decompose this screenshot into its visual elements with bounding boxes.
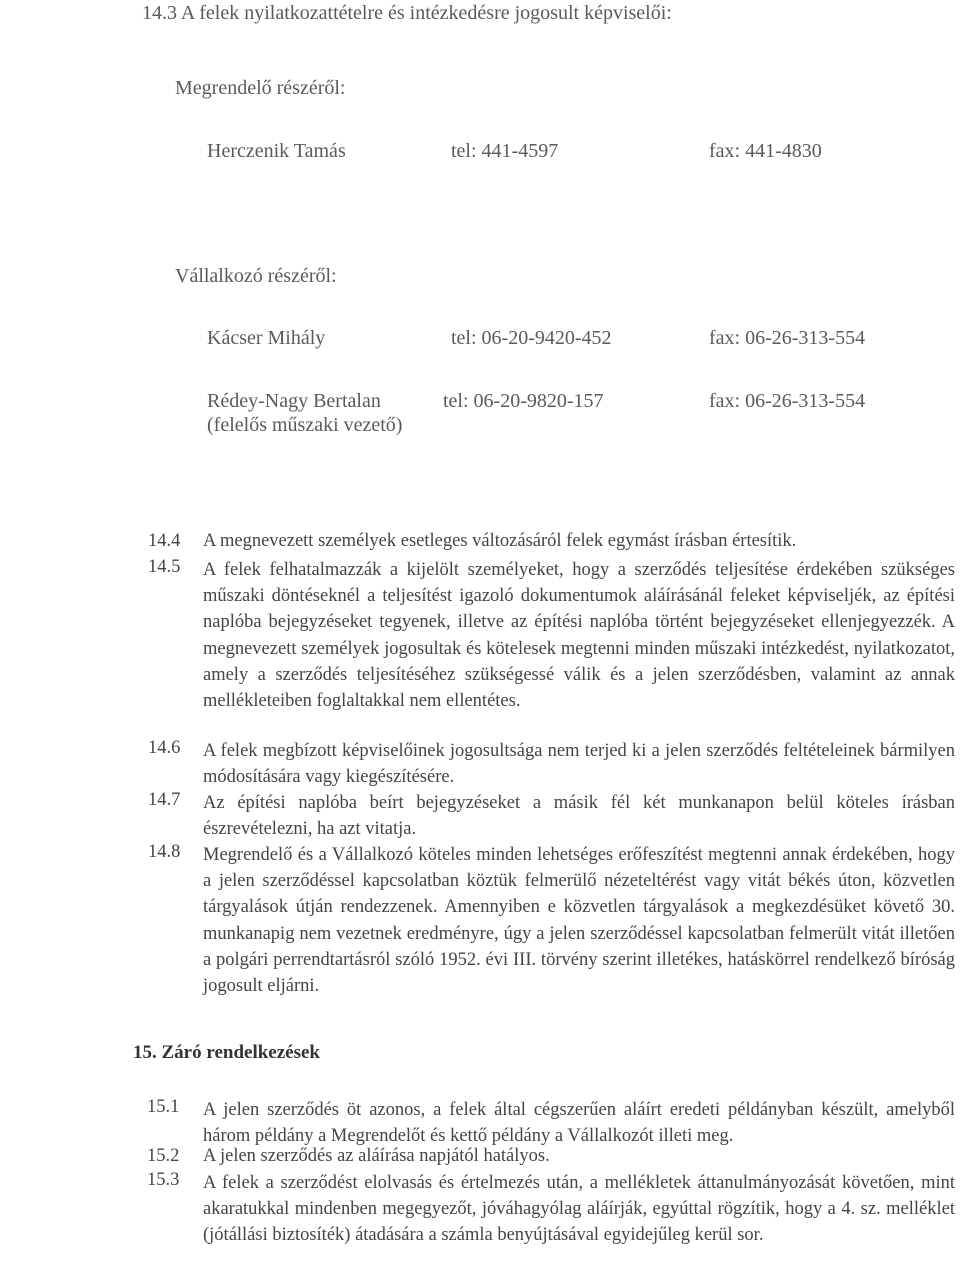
item-15-1-number: 15.1 (147, 1097, 180, 1117)
item-14-6-number: 14.6 (148, 738, 181, 758)
client-name: Herczenik Tamás (207, 140, 346, 162)
client-fax: fax: 441-4830 (709, 140, 822, 162)
item-15-3-text: A felek a szerződést elolvasás és értelmezés után, a mellékletek áttanulmányozását követően, mint akaratukkal mindenben megegyezőt, jóváhagyólag aláírják, egyúttal rögzítik, hogy a 4. sz. melléklet (jótállási biztosíték) átadására a számla benyújtásával egyidejűleg kerül sor. (203, 1173, 955, 1246)
section-14-3-heading: 14.3 A felek nyilatkozattételre és intézkedésre jogosult képviselői: (142, 2, 672, 24)
client-tel: tel: 441-4597 (451, 140, 559, 162)
item-14-4-number: 14.4 (148, 531, 181, 551)
item-15-2-text: A jelen szerződés az aláírása napjától hatályos. (203, 1146, 550, 1166)
contractor1-tel: tel: 06-20-9420-452 (451, 327, 612, 349)
contractor2-name: Rédey-Nagy Bertalan (207, 390, 381, 412)
item-14-5-number: 14.5 (148, 557, 181, 577)
item-14-8-number: 14.8 (148, 842, 181, 862)
item-14-6-text: A felek megbízott képviselőinek jogosultsága nem terjed ki a jelen szerződés feltételeinek bármilyen módosítására vagy kiegészítésére. (203, 741, 955, 788)
client-label: Megrendelő részéről: (175, 77, 346, 99)
item-14-7-text: Az építési naplóba beírt bejegyzéseket a másik fél két munkanapon belül köteles írásban észrevételezni, ha azt vitatja. (203, 793, 955, 840)
item-15-3-number: 15.3 (147, 1170, 180, 1190)
contractor1-fax: fax: 06-26-313-554 (709, 327, 866, 349)
contractor-label: Vállalkozó részéről: (175, 265, 337, 287)
contractor1-name: Kácser Mihály (207, 327, 326, 349)
section-15-heading: 15. Záró rendelkezések (133, 1042, 320, 1063)
item-14-7-number: 14.7 (148, 790, 181, 810)
item-15-1-text: A jelen szerződés öt azonos, a felek által cégszerűen aláírt eredeti példányban készült, amelyből három példány a Megrendelőt és kettő példány a Vállalkozót illeti meg. (203, 1100, 955, 1147)
item-14-4-text: A megnevezett személyek esetleges változásáról felek egymást írásban értesítik. (203, 531, 797, 551)
item-15-2-number: 15.2 (147, 1146, 180, 1166)
item-14-8-text: Megrendelő és a Vállalkozó köteles minden lehetséges erőfeszítést megtenni annak érdekében, hogy a jelen szerződéssel kapcsolatban köztük felmerülő nézeteltérést vagy vitát békés úton, közvetlen tárgyalások útján rendezzenek. Amennyiben e közvetlen tárgyalások a megkezdésüket követő 30. munkanapig nem vezetnek eredményre, úgy a jelen szerződéssel kapcsolatban felmerült vitát illetően a polgári perrendtartásról szóló 1952. évi III. törvény szerint illetékes, hatáskörrel rendelkező bíróság jogosult eljárni. (203, 845, 955, 997)
item-14-5-text: A felek felhatalmazzák a kijelölt személyeket, hogy a szerződés teljesítése érdekében szükséges műszaki döntéseknél a teljesítést igazoló dokumentumok aláírásánál feleket képviseljék, az építési naplóba bejegyzéseket tegyenek, illetve az építési naplóba történt bejegyzéseket ellenjegyezzék. A megnevezett személyek jogosultak és kötelesek megtenni minden műszaki intézkedést, nyilatkozatot, amely a szerződés teljesítéséhez szükségessé válik és a jelen szerződésben, valamint az annak mellékleteiben foglaltakkal nem ellentétes. (203, 560, 955, 712)
contractor2-tel: tel: 06-20-9820-157 (443, 390, 604, 412)
contractor2-fax: fax: 06-26-313-554 (709, 390, 866, 412)
contractor2-role: (felelős műszaki vezető) (207, 414, 403, 436)
